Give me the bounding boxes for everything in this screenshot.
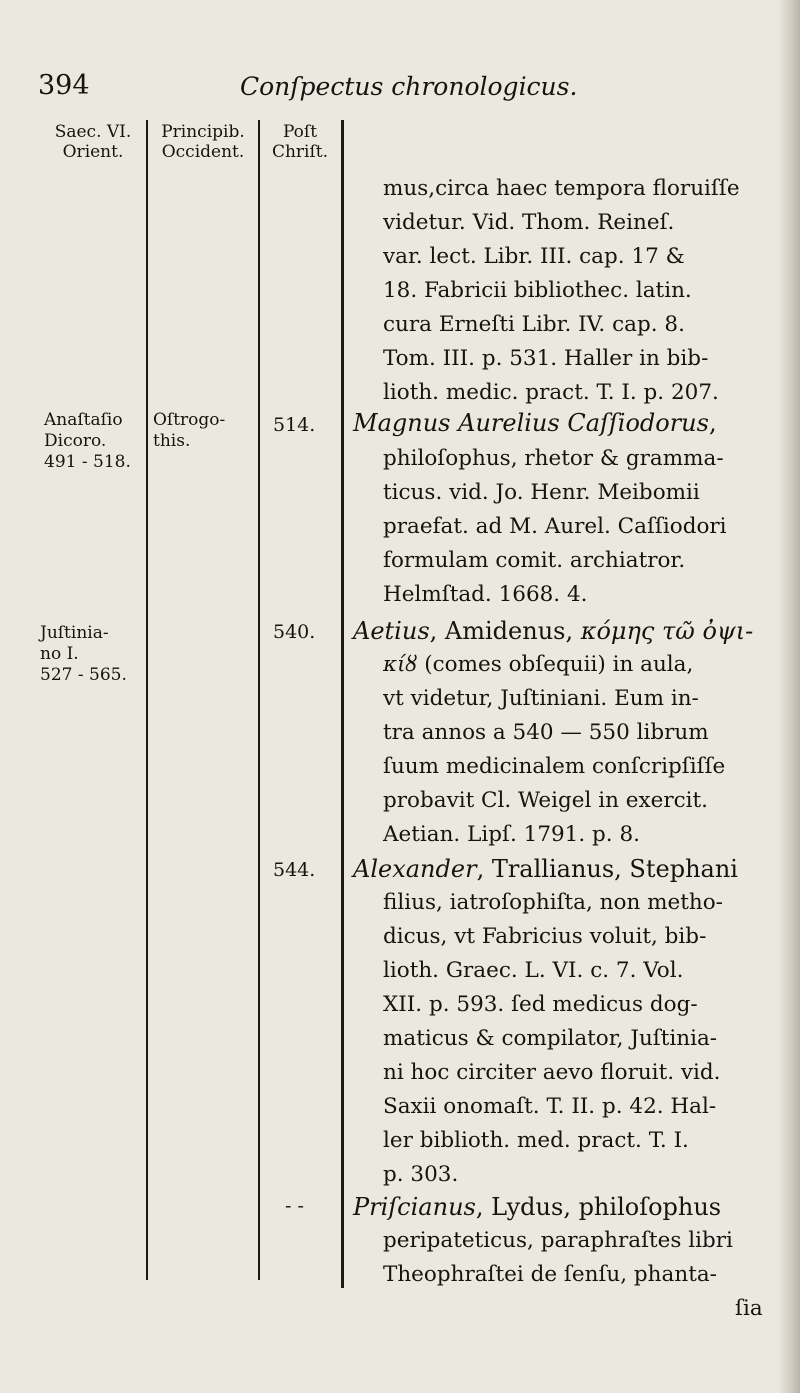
text-line: Saxii onomaſt. T. II. p. 42. Hal- xyxy=(383,1094,717,1119)
column-header-orient-line1: Saec. VI. xyxy=(54,122,132,142)
text-line: philoſophus, rhetor & gramma- xyxy=(383,446,724,471)
ruler-anastasius-line2: Dicoro. xyxy=(44,431,107,451)
column-header-orient-line2: Orient. xyxy=(62,142,124,162)
running-title: Conſpectus chronologicus. xyxy=(240,72,578,101)
entry-name: Alexander xyxy=(353,855,477,883)
year-544: 544. xyxy=(273,859,316,881)
text-line: var. lect. Libr. III. cap. 17 & xyxy=(383,244,685,269)
text-line: videtur. Vid. Thom. Reineſ. xyxy=(383,210,675,235)
greek-text: κίȣ xyxy=(383,652,418,677)
column-rule-1 xyxy=(146,120,148,1280)
column-header-occident-line2: Occident. xyxy=(161,142,245,162)
entry-name-rest: , Trallianus, Stephani xyxy=(476,855,738,883)
entry-alexander xyxy=(353,852,738,886)
ruler-anastasius-line1: Anaſtaſio xyxy=(44,410,123,430)
text-line: tra annos a 540 — 550 librum xyxy=(383,720,709,745)
text-line xyxy=(383,648,693,682)
text-line: probavit Cl. Weigel in exercit. xyxy=(383,788,708,813)
ruler-justinian-line3: 527 - 565. xyxy=(40,665,127,685)
text-line: praefat. ad M. Aurel. Caſſiodori xyxy=(383,514,727,539)
text-line: ticus. vid. Jo. Henr. Meibomii xyxy=(383,480,700,505)
entry-name-rest: , Amidenus, xyxy=(429,617,574,645)
text-line: XII. p. 593. ſed medicus dog- xyxy=(383,992,698,1017)
entry-name-punct: , xyxy=(708,409,717,437)
column-header-occident-line1: Principib. xyxy=(161,122,245,142)
text-line: dicus, vt Fabricius voluit, bib- xyxy=(383,924,707,949)
text-line: maticus & compilator, Juſtinia- xyxy=(383,1026,718,1051)
entry-aetius xyxy=(353,614,753,648)
entry-cassiodorus xyxy=(353,406,717,440)
entry-name: Priſcianus xyxy=(353,1193,476,1221)
text-line: ni hoc circiter aevo floruit. vid. xyxy=(383,1060,721,1085)
ruler-anastasius xyxy=(44,410,131,473)
year-514: 514. xyxy=(273,414,316,436)
entry-name-rest: , Lydus, philoſophus xyxy=(475,1193,722,1221)
text-line: p. 303. xyxy=(383,1162,459,1187)
text-line: Aetian. Lipſ. 1791. p. 8. xyxy=(383,822,640,847)
ruler-ostrogoths-line2: this. xyxy=(153,431,191,451)
text-line: formulam comit. archiatror. xyxy=(383,548,686,573)
year-same: - - xyxy=(285,1195,304,1217)
entry-name: Aetius xyxy=(353,617,430,645)
ruler-justinian xyxy=(40,623,127,686)
text-line: Helmſtad. 1668. 4. xyxy=(383,582,588,607)
column-header-post-line1: Poſt xyxy=(282,122,318,142)
ruler-ostrogoths-line1: Oſtrogo- xyxy=(153,410,226,430)
text-line: peripateticus, paraphraſtes libri xyxy=(383,1228,733,1253)
column-header-post-line2: Chriſt. xyxy=(271,142,329,162)
text-line: filius, iatroſophiſta, non metho- xyxy=(383,890,723,915)
ruler-justinian-line1: Juſtinia- xyxy=(40,623,109,643)
column-header-occident xyxy=(146,122,260,162)
text-line: Theophraſtei de ſenſu, phanta- xyxy=(383,1262,717,1287)
year-540: 540. xyxy=(273,621,316,643)
column-header-orient xyxy=(38,122,148,162)
ruler-ostrogoths xyxy=(153,410,225,452)
entry-priscianus xyxy=(353,1190,721,1224)
column-header-post-christ xyxy=(258,122,342,162)
entry-name: Magnus Aurelius Caſſiodorus xyxy=(353,409,709,437)
catchword: ſia xyxy=(735,1296,763,1321)
column-rule-3 xyxy=(341,120,344,1288)
text-line: mus,circa haec tempora floruiſſe xyxy=(383,176,740,201)
text-line: cura Erneſti Libr. IV. cap. 8. xyxy=(383,312,685,337)
column-rule-2 xyxy=(258,120,260,1280)
text-line: 18. Fabricii bibliothec. latin. xyxy=(383,278,692,303)
text-line: Tom. III. p. 531. Haller in bib- xyxy=(383,346,709,371)
text-line: lioth. medic. pract. T. I. p. 207. xyxy=(383,380,719,405)
page-number: 394 xyxy=(38,70,90,101)
text-line: vt videtur, Juſtiniani. Eum in- xyxy=(383,686,699,711)
ruler-justinian-line2: no I. xyxy=(40,644,79,664)
text-line: ler biblioth. med. pract. T. I. xyxy=(383,1128,689,1153)
greek-text: κόμης τῶ ὀψι- xyxy=(580,617,754,645)
page-edge xyxy=(778,0,800,1393)
text-line: ſuum medicinalem conſcripſiſſe xyxy=(383,754,726,779)
text-span: (comes obſequii) in aula, xyxy=(424,652,694,677)
ruler-anastasius-line3: 491 - 518. xyxy=(44,452,131,472)
text-line: lioth. Graec. L. VI. c. 7. Vol. xyxy=(383,958,684,983)
